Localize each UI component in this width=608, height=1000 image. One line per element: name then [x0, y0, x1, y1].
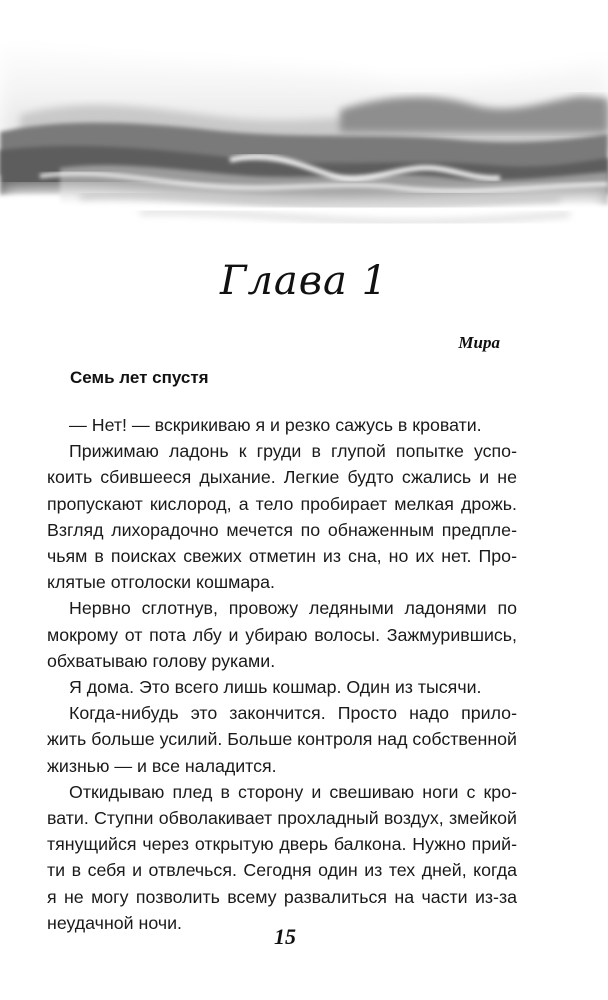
- body-text: [47, 412, 517, 936]
- text-line: обхватываю голову руками.: [47, 650, 276, 671]
- text-line: Прижимаю ладонь к груди в глупой попытке успо-: [69, 441, 517, 462]
- text-line: вати. Ступни обволакивает прохладный воздух, змейкой: [47, 808, 517, 829]
- text-line: жить больше усилий. Больше контроля над собственной: [47, 729, 517, 750]
- text-line: ти в себя и отвлечься. Сегодня один из тех дней, когда: [47, 860, 517, 881]
- text-line: пропускают кислород, а тело пробирает мелкая дрожь.: [47, 493, 517, 514]
- text-line: клятые отголоски кошмара.: [47, 572, 275, 593]
- text-line: мокрому от пота лбу и убираю волосы. Зажмурившись,: [47, 624, 517, 645]
- text-line: тянущийся через открытую дверь балкона. Нужно прий-: [47, 834, 517, 855]
- text-line: Когда-нибудь это закончится. Просто надо прило-: [69, 703, 517, 724]
- text-line: — Нет! — вскрикиваю я и резко сажусь в кровати.: [69, 415, 482, 435]
- text-line: Откидываю плед в сторону и свешиваю ноги с кро-: [69, 781, 517, 802]
- pov-character-name: Мира: [458, 333, 500, 352]
- watercolor-sea-illustration: [0, 0, 608, 250]
- text-line: Я дома. Это всего лишь кошмар. Один из тысячи.: [69, 677, 482, 698]
- text-line: жизнью — и все наладится.: [47, 755, 277, 776]
- text-line: чьям в поисках свежих отметин из сна, но их нет. Про-: [47, 546, 517, 567]
- chapter-title: Глава 1: [219, 258, 389, 304]
- chapter-subtitle: Семь лет спустя: [70, 368, 209, 387]
- text-line: Взгляд лихорадочно мечется по обнаженным предпле-: [47, 519, 517, 540]
- text-line: Нервно сглотнув, провожу ледяными ладонями по: [69, 598, 517, 619]
- text-line: неудачной ночи.: [47, 912, 182, 933]
- text-line: я не могу позволить всему развалиться на части из-за: [47, 886, 517, 907]
- text-line: коить сбившееся дыхание. Легкие будто сжались и не: [47, 467, 517, 488]
- page-number: 15: [274, 924, 296, 949]
